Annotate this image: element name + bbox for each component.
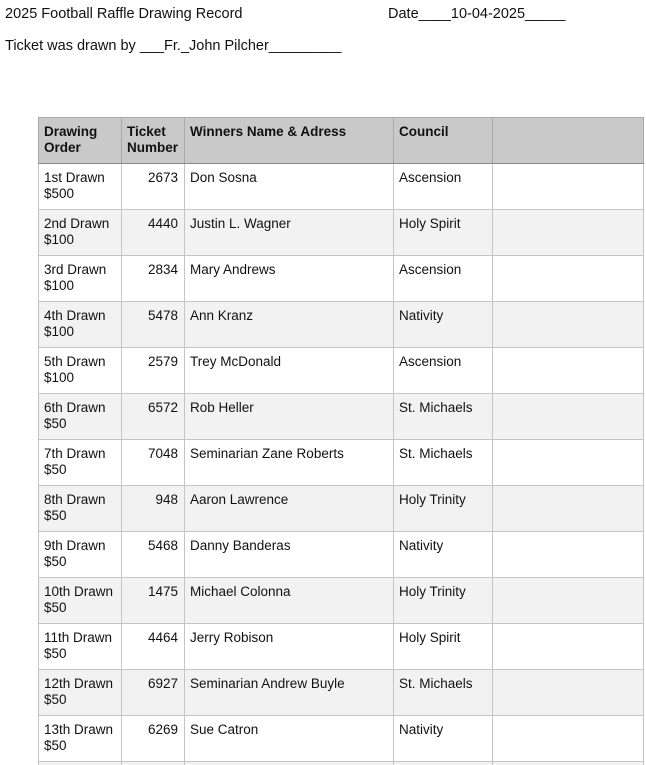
winner-name: Mary Andrews xyxy=(185,256,394,302)
winner-name: Seminarian Zane Roberts xyxy=(185,440,394,486)
drawing-order-cell xyxy=(39,210,122,256)
document-title: 2025 Football Raffle Drawing Record xyxy=(5,6,243,22)
drawing-order-cell xyxy=(39,440,122,486)
header-drawing-order: Drawing Order xyxy=(39,118,122,164)
prize-amount: $50 xyxy=(44,416,67,431)
extra-cell xyxy=(493,440,644,486)
extra-cell xyxy=(493,486,644,532)
prize-amount: $100 xyxy=(44,370,75,385)
drawing-order-cell xyxy=(39,302,122,348)
winner-name: Jerry Robison xyxy=(185,624,394,670)
winner-name: Trey McDonald xyxy=(185,348,394,394)
council: Holy Trinity xyxy=(394,578,493,624)
drawing-order: 13th Drawn xyxy=(44,722,114,737)
prize-amount: $50 xyxy=(44,692,67,707)
drawing-order: 3rd Drawn xyxy=(44,262,107,277)
drawing-order: 10th Drawn xyxy=(44,584,114,599)
empty-cell xyxy=(394,762,493,765)
table-row xyxy=(39,486,644,532)
empty-cell xyxy=(39,762,122,765)
winner-name: Don Sosna xyxy=(185,164,394,210)
table-row xyxy=(39,716,644,762)
extra-cell xyxy=(493,578,644,624)
winner-name: Michael Colonna xyxy=(185,578,394,624)
header-ticket-number: Ticket Number xyxy=(122,118,185,164)
drawing-order-cell xyxy=(39,624,122,670)
ticket-number: 2579 xyxy=(122,348,185,394)
winner-name: Ann Kranz xyxy=(185,302,394,348)
drawing-order-cell xyxy=(39,670,122,716)
table-row xyxy=(39,210,644,256)
council: Nativity xyxy=(394,302,493,348)
raffle-table xyxy=(38,117,644,765)
prize-amount: $50 xyxy=(44,646,67,661)
table-row xyxy=(39,394,644,440)
council: Nativity xyxy=(394,532,493,578)
empty-cell xyxy=(122,762,185,765)
extra-cell xyxy=(493,302,644,348)
drawing-order-cell xyxy=(39,532,122,578)
prize-amount: $50 xyxy=(44,508,67,523)
winner-name: Aaron Lawrence xyxy=(185,486,394,532)
winner-name: Rob Heller xyxy=(185,394,394,440)
drawn-by-line: Ticket was drawn by ___Fr._John Pilcher_________ xyxy=(5,38,342,54)
ticket-number: 2673 xyxy=(122,164,185,210)
drawing-order-cell xyxy=(39,394,122,440)
council: Holy Spirit xyxy=(394,210,493,256)
council: St. Michaels xyxy=(394,440,493,486)
drawing-order: 9th Drawn xyxy=(44,538,106,553)
drawing-order: 1st Drawn xyxy=(44,170,105,185)
prize-amount: $50 xyxy=(44,554,67,569)
winner-name: Sue Catron xyxy=(185,716,394,762)
drawing-order: 5th Drawn xyxy=(44,354,106,369)
table-row xyxy=(39,164,644,210)
drawing-order: 11th Drawn xyxy=(44,630,113,645)
table-row xyxy=(39,762,644,765)
extra-cell xyxy=(493,256,644,302)
table-row xyxy=(39,670,644,716)
drawing-order: 4th Drawn xyxy=(44,308,106,323)
winner-name: Seminarian Andrew Buyle xyxy=(185,670,394,716)
header-council: Council xyxy=(394,118,493,164)
winner-name: Justin L. Wagner xyxy=(185,210,394,256)
council: Holy Trinity xyxy=(394,486,493,532)
council: Holy Spirit xyxy=(394,624,493,670)
drawing-order-cell xyxy=(39,716,122,762)
drawing-order-cell xyxy=(39,578,122,624)
table-row xyxy=(39,440,644,486)
ticket-number: 2834 xyxy=(122,256,185,302)
extra-cell xyxy=(493,210,644,256)
drawing-order: 8th Drawn xyxy=(44,492,106,507)
header-winner-name: Winners Name & Adress xyxy=(185,118,394,164)
header-extra xyxy=(493,118,644,164)
extra-cell xyxy=(493,670,644,716)
ticket-number: 5468 xyxy=(122,532,185,578)
table-row xyxy=(39,348,644,394)
drawing-order: 7th Drawn xyxy=(44,446,106,461)
council: St. Michaels xyxy=(394,670,493,716)
drawing-order-cell xyxy=(39,348,122,394)
extra-cell xyxy=(493,532,644,578)
table-row xyxy=(39,532,644,578)
ticket-number: 5478 xyxy=(122,302,185,348)
extra-cell xyxy=(493,624,644,670)
council: Nativity xyxy=(394,716,493,762)
table-row xyxy=(39,256,644,302)
prize-amount: $500 xyxy=(44,186,75,201)
prize-amount: $100 xyxy=(44,232,75,247)
table-row xyxy=(39,624,644,670)
council: St. Michaels xyxy=(394,394,493,440)
drawing-order-cell xyxy=(39,256,122,302)
prize-amount: $50 xyxy=(44,738,67,753)
drawing-order: 2nd Drawn xyxy=(44,216,110,231)
winner-name: Danny Banderas xyxy=(185,532,394,578)
ticket-number: 6572 xyxy=(122,394,185,440)
prize-amount: $100 xyxy=(44,278,75,293)
prize-amount: $50 xyxy=(44,462,67,477)
empty-cell xyxy=(493,762,644,765)
ticket-number: 7048 xyxy=(122,440,185,486)
ticket-number: 6269 xyxy=(122,716,185,762)
date-line: Date____10-04-2025_____ xyxy=(388,6,566,22)
empty-cell xyxy=(185,762,394,765)
table-header-row xyxy=(39,118,644,164)
table-row xyxy=(39,302,644,348)
table-row xyxy=(39,578,644,624)
extra-cell xyxy=(493,348,644,394)
ticket-number: 4440 xyxy=(122,210,185,256)
ticket-number: 948 xyxy=(122,486,185,532)
extra-cell xyxy=(493,716,644,762)
raffle-table-container xyxy=(38,117,646,765)
extra-cell xyxy=(493,164,644,210)
drawing-order-cell xyxy=(39,486,122,532)
drawing-order: 12th Drawn xyxy=(44,676,114,691)
extra-cell xyxy=(493,394,644,440)
drawing-order: 6th Drawn xyxy=(44,400,106,415)
council: Ascension xyxy=(394,256,493,302)
council: Ascension xyxy=(394,164,493,210)
ticket-number: 1475 xyxy=(122,578,185,624)
drawing-order-cell xyxy=(39,164,122,210)
prize-amount: $50 xyxy=(44,600,67,615)
ticket-number: 6927 xyxy=(122,670,185,716)
ticket-number: 4464 xyxy=(122,624,185,670)
council: Ascension xyxy=(394,348,493,394)
prize-amount: $100 xyxy=(44,324,75,339)
